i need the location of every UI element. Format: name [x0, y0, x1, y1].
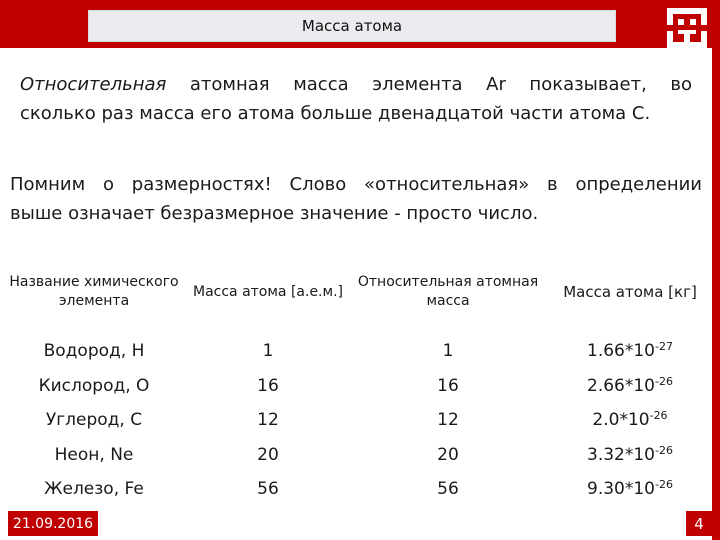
mass-kg-base: 3.32*10 [587, 444, 655, 465]
mass-kg-base: 2.0*10 [592, 410, 650, 431]
cell-element-name: Железо, Fe [44, 479, 144, 500]
mass-kg-base: 9.30*10 [587, 479, 655, 500]
slide-title-text: Масса атома [301, 17, 403, 35]
mass-kg-base: 1.66*10 [587, 341, 655, 362]
page-number [686, 511, 712, 536]
right-accent-bar [712, 48, 720, 540]
cell-relative-mass: 1 [442, 341, 454, 362]
date-badge [8, 511, 98, 536]
cell-relative-mass: 16 [437, 375, 459, 396]
cell-mass-amu: 16 [257, 375, 279, 396]
date-text: 21.09.2016 [12, 515, 94, 532]
header-mass-amu: Масса атома [а.е.м.] [192, 283, 343, 300]
cell-mass-amu: 12 [257, 410, 279, 431]
definition-emphasis: Относительная [20, 74, 167, 95]
cell-mass-amu: 20 [257, 444, 279, 465]
header-relative-mass: Относительная атомная масса [357, 274, 539, 309]
elements-table [0, 250, 712, 507]
header-element-name: Название химического элемента [9, 274, 179, 309]
mass-kg-exponent: -26 [655, 443, 673, 457]
cell-mass-kg [548, 410, 712, 430]
cell-mass-amu: 56 [257, 479, 279, 500]
definition-line-1-rest: атомная масса элемента Ar показывает, во [166, 74, 692, 95]
cell-mass-kg [548, 341, 712, 361]
note-line-2: выше означает безразмерное значение - просто число. [10, 203, 539, 224]
cell-relative-mass: 56 [437, 479, 459, 500]
mass-kg-exponent: -26 [655, 478, 673, 492]
table-row [0, 472, 712, 507]
slide-title [88, 10, 616, 42]
definition-line-1 [20, 70, 692, 99]
cell-element-name: Углерод, C [45, 410, 143, 431]
header-mass-kg: Масса атома [кг] [563, 282, 697, 301]
mass-kg-exponent: -26 [655, 374, 673, 388]
cell-mass-kg [548, 445, 712, 465]
cell-mass-kg [548, 479, 712, 499]
definition-line-2: сколько раз масса его атома больше двенадцатой части атома С. [20, 103, 651, 124]
table-row [0, 438, 712, 473]
pixel-logo-icon [667, 8, 707, 48]
mass-kg-exponent: -26 [649, 409, 668, 423]
note-line-1: Помним о размерностях! Слово «относительная» в определении [10, 174, 702, 195]
mass-kg-base: 2.66*10 [587, 375, 655, 396]
cell-relative-mass: 20 [437, 444, 459, 465]
table-row [0, 369, 712, 404]
note-paragraph [10, 170, 702, 228]
cell-element-name: Кислород, O [38, 375, 150, 396]
cell-mass-amu: 1 [262, 341, 274, 362]
cell-element-name: Водород, H [43, 341, 145, 362]
table-header-row [0, 250, 712, 334]
table-row [0, 403, 712, 438]
table-row [0, 334, 712, 369]
page-number-text: 4 [694, 514, 704, 533]
cell-element-name: Неон, Ne [54, 444, 134, 465]
cell-mass-kg [548, 376, 712, 396]
cell-relative-mass: 12 [437, 410, 459, 431]
definition-paragraph [20, 70, 692, 128]
mass-kg-exponent: -27 [655, 340, 673, 354]
